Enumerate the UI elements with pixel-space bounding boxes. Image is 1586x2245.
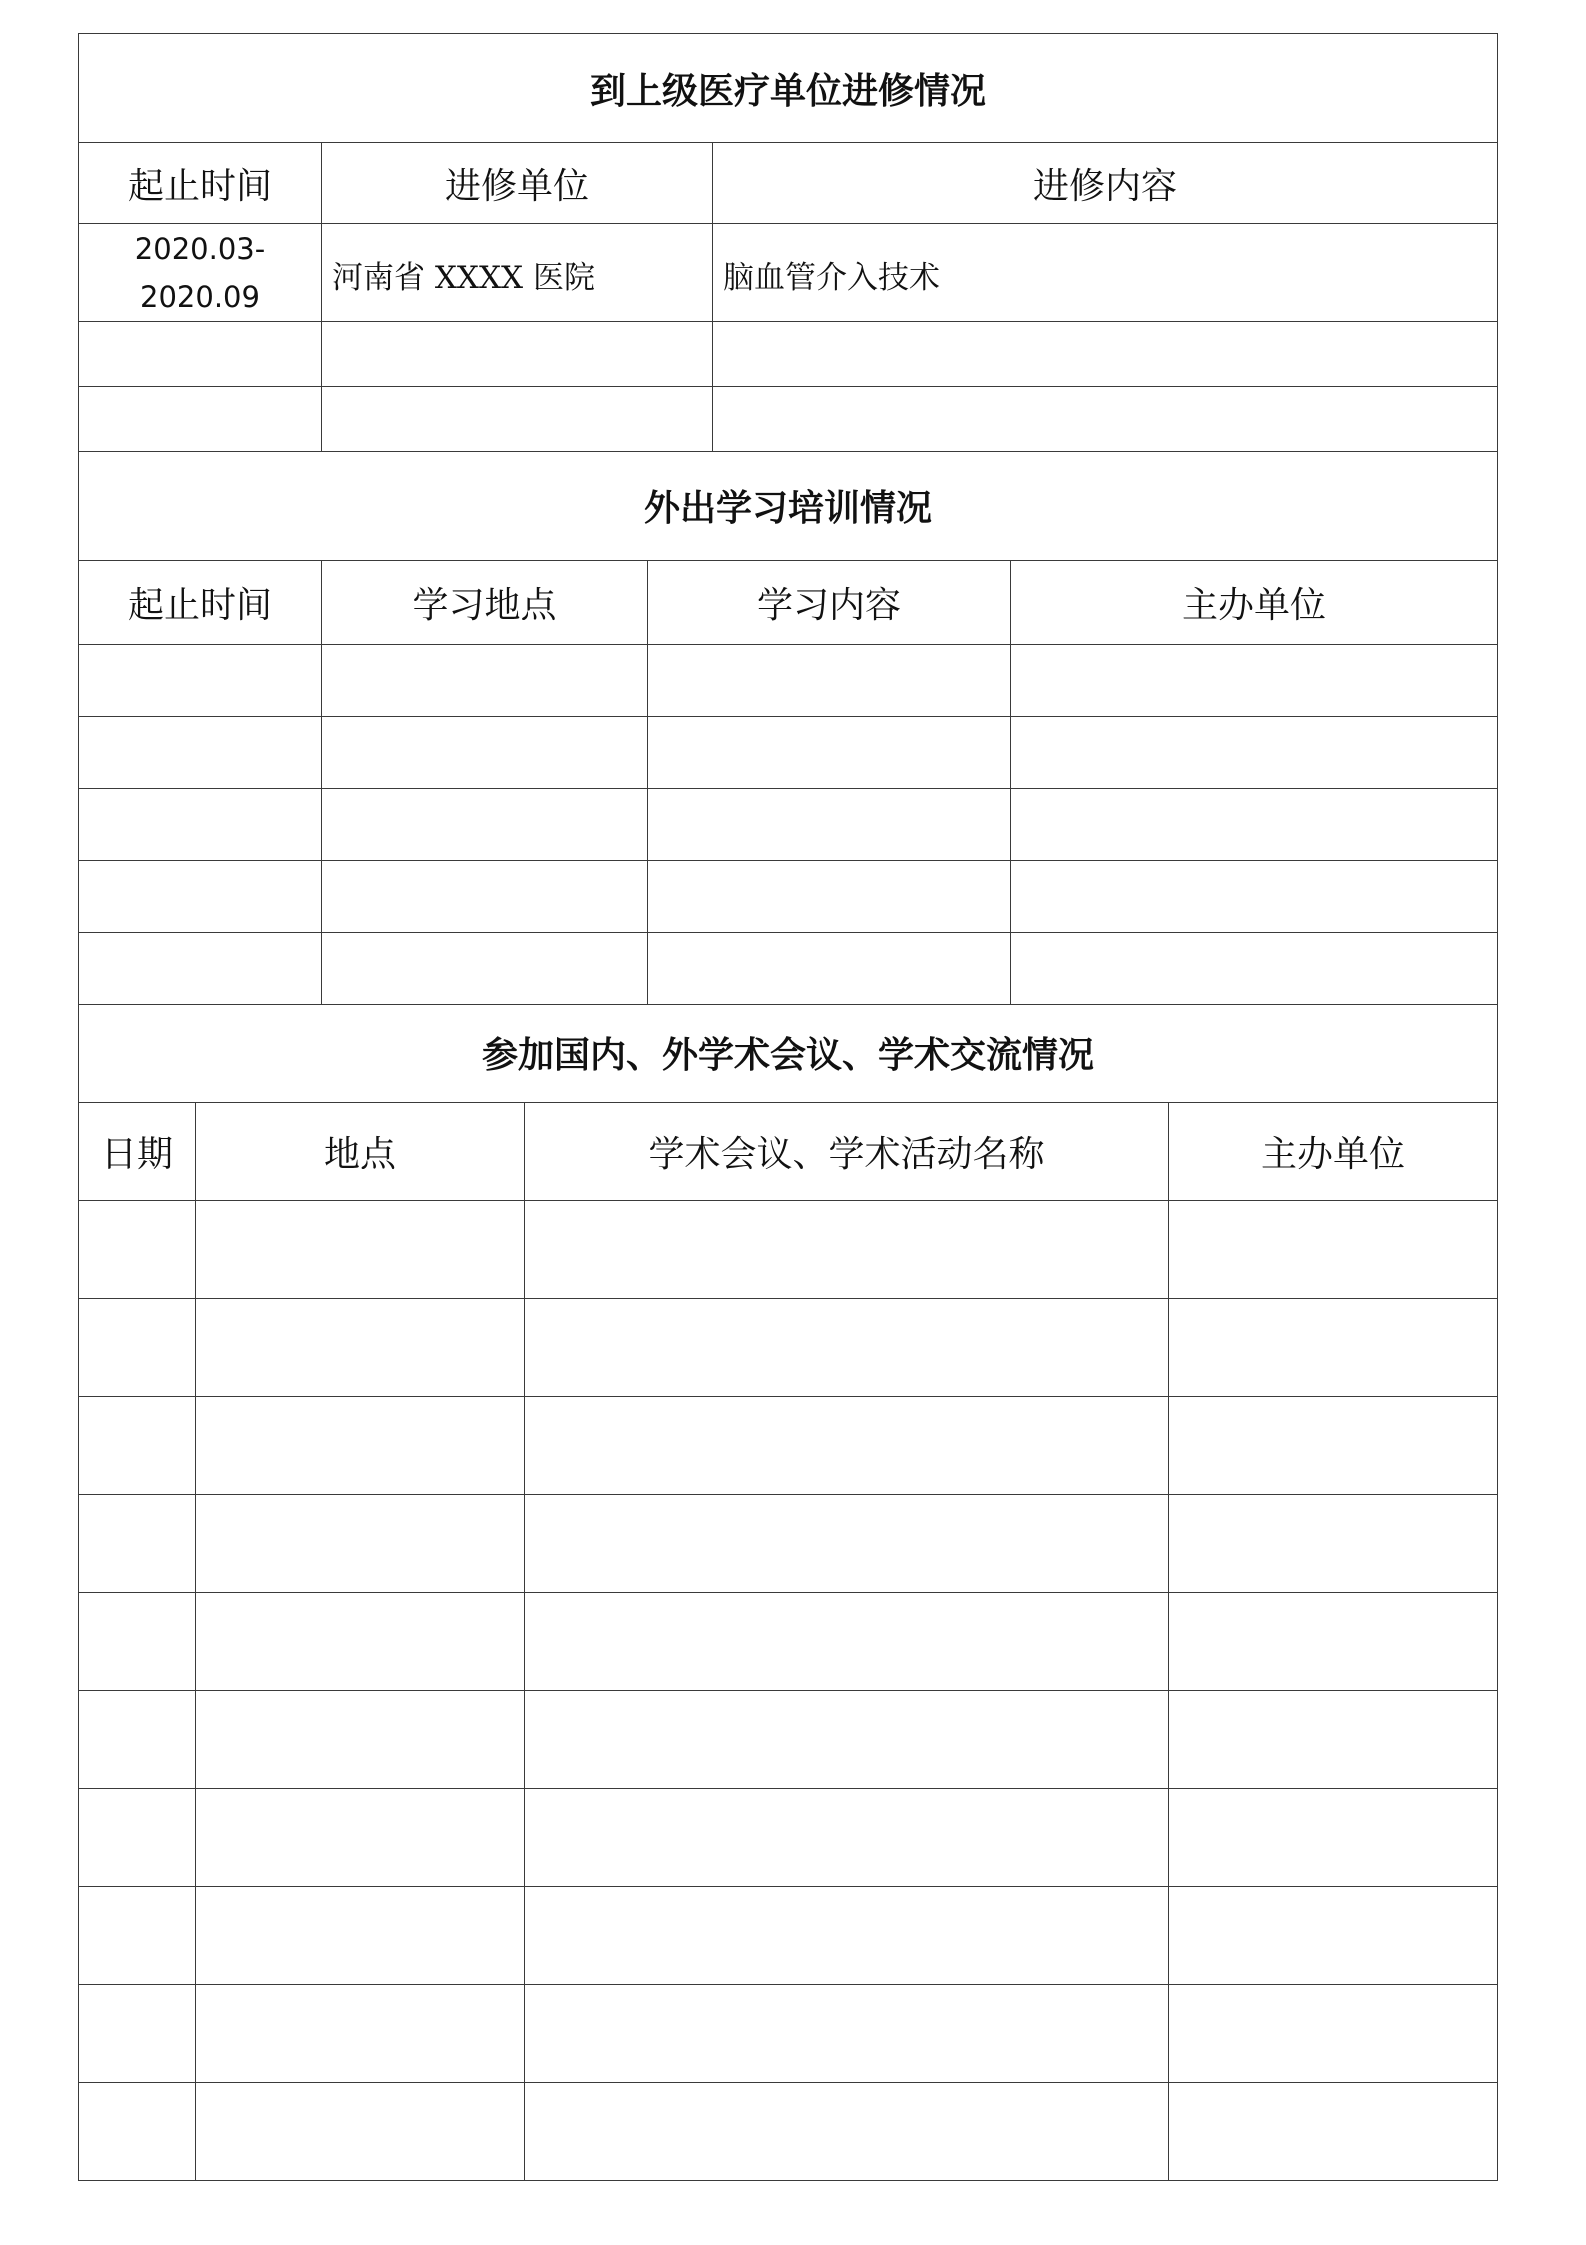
date-cell[interactable]: [79, 1984, 196, 2082]
table-row: [79, 224, 1498, 322]
content-cell[interactable]: [648, 788, 1011, 860]
study-content-cell[interactable]: [713, 387, 1498, 452]
header-study-content: 进修内容: [713, 143, 1498, 224]
study-unit-cell[interactable]: [322, 387, 713, 452]
organizer-cell[interactable]: [1169, 1788, 1498, 1886]
table-row: [79, 1298, 1498, 1396]
study-unit-cell[interactable]: [322, 322, 713, 387]
organizer-cell[interactable]: [1169, 1298, 1498, 1396]
conference-name-cell[interactable]: [525, 1298, 1169, 1396]
section-title-conference: 参加国内、外学术会议、学术交流情况: [79, 1003, 1498, 1102]
organizer-cell[interactable]: [1169, 1200, 1498, 1298]
table-row: [79, 2082, 1498, 2180]
period-start: 2020.03-: [134, 231, 266, 266]
location-cell[interactable]: [196, 1690, 525, 1788]
conference-name-cell[interactable]: [525, 1690, 1169, 1788]
location-cell[interactable]: [322, 644, 648, 716]
table-row: [79, 788, 1498, 860]
header-date: 日期: [79, 1102, 196, 1200]
header-organizer: 主办单位: [1011, 560, 1498, 644]
header-study-unit: 进修单位: [322, 143, 713, 224]
organizer-cell[interactable]: [1169, 1886, 1498, 1984]
header-period: 起止时间: [79, 560, 322, 644]
table-row: [79, 1592, 1498, 1690]
study-content-cell[interactable]: 脑血管介入技术: [713, 224, 1498, 322]
location-cell[interactable]: [322, 716, 648, 788]
training-table: [78, 451, 1498, 1005]
table-row: [79, 716, 1498, 788]
table-row: [79, 1200, 1498, 1298]
table-row: [79, 1690, 1498, 1788]
content-cell[interactable]: [648, 932, 1011, 1004]
period-cell[interactable]: [79, 644, 322, 716]
conference-name-cell[interactable]: [525, 1984, 1169, 2082]
organizer-cell[interactable]: [1169, 1690, 1498, 1788]
section-title-advanced-study: 到上级医疗单位进修情况: [79, 34, 1498, 143]
period-cell[interactable]: [79, 788, 322, 860]
table-row: [79, 644, 1498, 716]
location-cell[interactable]: [196, 1298, 525, 1396]
organizer-cell[interactable]: [1011, 644, 1498, 716]
organizer-cell[interactable]: [1169, 1592, 1498, 1690]
conference-name-cell[interactable]: [525, 1200, 1169, 1298]
study-unit-cell[interactable]: 河南省 XXXX 医院: [322, 224, 713, 322]
advanced-study-table: [78, 33, 1498, 452]
table-row: [79, 1886, 1498, 1984]
content-cell[interactable]: [648, 860, 1011, 932]
conference-name-cell[interactable]: [525, 2082, 1169, 2180]
table-row: [79, 1984, 1498, 2082]
location-cell[interactable]: [196, 1592, 525, 1690]
content-cell[interactable]: [648, 644, 1011, 716]
table-row: [79, 1396, 1498, 1494]
table-row: [79, 1494, 1498, 1592]
date-cell[interactable]: [79, 1886, 196, 1984]
section-title-training: 外出学习培训情况: [79, 451, 1498, 560]
organizer-cell[interactable]: [1011, 932, 1498, 1004]
organizer-cell[interactable]: [1169, 1396, 1498, 1494]
location-cell[interactable]: [322, 932, 648, 1004]
conference-name-cell[interactable]: [525, 1494, 1169, 1592]
conference-name-cell[interactable]: [525, 1396, 1169, 1494]
date-cell[interactable]: [79, 1298, 196, 1396]
location-cell[interactable]: [196, 1886, 525, 1984]
location-cell[interactable]: [196, 1494, 525, 1592]
period-cell[interactable]: [79, 716, 322, 788]
organizer-cell[interactable]: [1169, 1984, 1498, 2082]
header-location: 地点: [196, 1102, 525, 1200]
study-content-cell[interactable]: [713, 322, 1498, 387]
period-cell[interactable]: [79, 387, 322, 452]
header-period: 起止时间: [79, 143, 322, 224]
conference-name-cell[interactable]: [525, 1886, 1169, 1984]
table-row: [79, 322, 1498, 387]
location-cell[interactable]: [196, 1984, 525, 2082]
period-cell[interactable]: [79, 322, 322, 387]
organizer-cell[interactable]: [1011, 716, 1498, 788]
date-cell[interactable]: [79, 2082, 196, 2180]
location-cell[interactable]: [196, 1396, 525, 1494]
location-cell[interactable]: [196, 2082, 525, 2180]
date-cell[interactable]: [79, 1200, 196, 1298]
period-end: 2020.09: [140, 279, 260, 314]
period-cell[interactable]: [79, 860, 322, 932]
table-row: [79, 1788, 1498, 1886]
period-cell[interactable]: [79, 224, 322, 322]
period-cell[interactable]: [79, 932, 322, 1004]
table-row: [79, 860, 1498, 932]
organizer-cell[interactable]: [1169, 1494, 1498, 1592]
conference-name-cell[interactable]: [525, 1788, 1169, 1886]
organizer-cell[interactable]: [1011, 860, 1498, 932]
conference-table: [78, 1003, 1498, 2181]
location-cell[interactable]: [322, 788, 648, 860]
header-content: 学习内容: [648, 560, 1011, 644]
conference-name-cell[interactable]: [525, 1592, 1169, 1690]
date-cell[interactable]: [79, 1788, 196, 1886]
date-cell[interactable]: [79, 1494, 196, 1592]
location-cell[interactable]: [196, 1200, 525, 1298]
header-location: 学习地点: [322, 560, 648, 644]
header-organizer: 主办单位: [1169, 1102, 1498, 1200]
organizer-cell[interactable]: [1011, 788, 1498, 860]
date-cell[interactable]: [79, 1690, 196, 1788]
content-cell[interactable]: [648, 716, 1011, 788]
date-cell[interactable]: [79, 1592, 196, 1690]
date-cell[interactable]: [79, 1396, 196, 1494]
table-row: [79, 387, 1498, 452]
header-conference-name: 学术会议、学术活动名称: [525, 1102, 1169, 1200]
table-row: [79, 932, 1498, 1004]
organizer-cell[interactable]: [1169, 2082, 1498, 2180]
location-cell[interactable]: [196, 1788, 525, 1886]
location-cell[interactable]: [322, 860, 648, 932]
